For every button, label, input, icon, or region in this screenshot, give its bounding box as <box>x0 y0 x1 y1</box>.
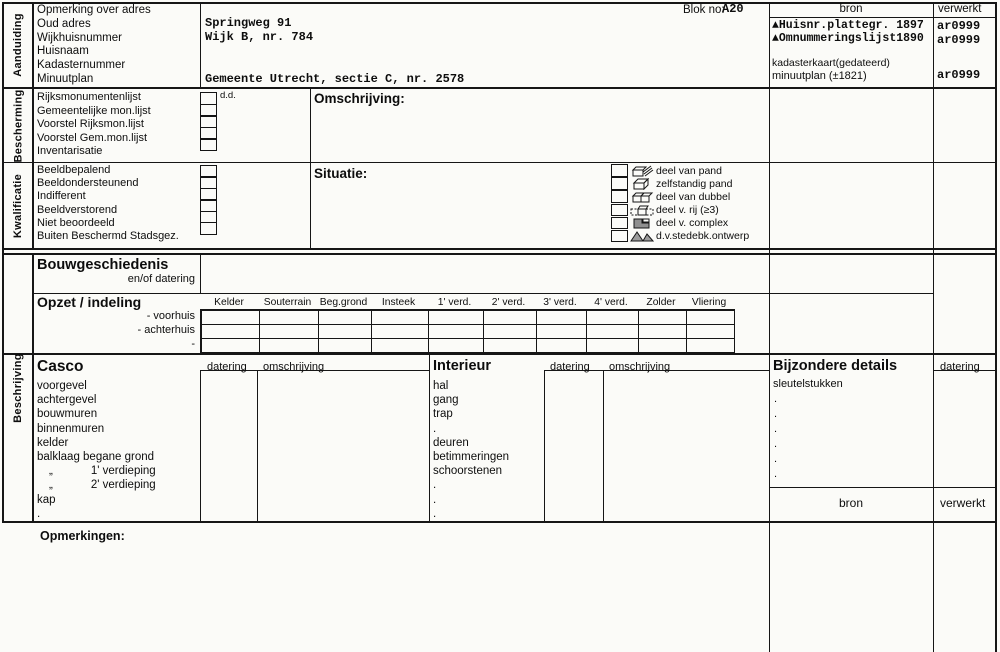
line-bron-column-left <box>769 2 770 652</box>
wijkhuisnummer-value: Wijk B, nr. 784 <box>205 30 314 44</box>
dot-row: . <box>774 438 778 450</box>
bescherming-label: Bescherming <box>12 89 24 162</box>
bijzondere-dots <box>774 392 777 482</box>
list-item: Voorstel Gem.mon.lijst <box>37 131 148 144</box>
opzet-cell[interactable] <box>638 324 687 339</box>
section-label-bescherming <box>4 89 32 162</box>
line-interieur-left <box>429 353 430 523</box>
bijzondere-datering-header: datering <box>940 361 980 373</box>
opzet-cell[interactable] <box>259 310 319 325</box>
casco-item: bouwmuren <box>37 408 98 421</box>
interieur-omschrijving-header: omschrijving <box>609 361 671 373</box>
opzet-col-header: Vliering <box>691 297 727 308</box>
opzet-col-header: Souterrain <box>263 297 312 308</box>
opzet-cell[interactable] <box>201 338 260 353</box>
opzet-cell[interactable] <box>318 338 372 353</box>
opzet-cell[interactable] <box>259 324 319 339</box>
verwerkt-row: ar0999 <box>937 68 981 82</box>
casco-item: kap <box>37 493 56 506</box>
bijzondere-item: sleutelstukken <box>773 378 843 390</box>
casco-title: Casco <box>37 358 84 375</box>
opzet-cell[interactable] <box>686 310 735 325</box>
list-item: Inventarisatie <box>37 145 103 158</box>
kwalificatie-items <box>37 164 179 243</box>
interieur-item: trap <box>433 408 453 421</box>
line-interieur-omschrijving-left <box>603 370 604 523</box>
line-bouwgeschiedenis-right <box>200 253 201 293</box>
situatie-option-label: zelfstandig pand <box>656 177 733 190</box>
line-opzet-top <box>33 293 933 294</box>
line-sidebar-top <box>32 2 34 249</box>
casco-item: achtergevel <box>37 394 97 407</box>
casco-omschrijving-header: omschrijving <box>263 361 325 373</box>
section-label-aanduiding <box>4 2 32 87</box>
line-sidebar-bottom <box>32 253 34 523</box>
omschrijving-title: Omschrijving: <box>314 91 405 106</box>
opzet-col-header: Kelder <box>214 297 244 308</box>
situatie-option-label: deel van dubbel <box>656 190 731 203</box>
opzet-col-header: 2' verd. <box>491 297 526 308</box>
verwerkt-row: ar0999 <box>937 33 981 47</box>
line-interieur-datering-left <box>544 370 545 523</box>
line-casco-top <box>2 353 996 355</box>
interieur-items <box>433 379 509 521</box>
situatie-option-label: deel v. complex <box>656 216 729 229</box>
casco-items <box>37 379 156 521</box>
opzet-cell[interactable] <box>318 324 372 339</box>
list-item: Gemeentelijke mon.lijst <box>37 104 151 117</box>
casco-item-ditto-row <box>37 464 156 478</box>
opzet-cell[interactable] <box>686 324 735 339</box>
interieur-datering-header: datering <box>550 361 590 373</box>
opzet-grid <box>200 309 735 353</box>
blok-no-value: A20 <box>722 2 744 16</box>
list-item: Indifferent <box>37 190 86 203</box>
line-casco-omschrijving-left <box>257 370 258 523</box>
opzet-row-label: - achterhuis <box>137 324 195 336</box>
bouwgeschiedenis-subtitle: en/of datering <box>127 273 195 285</box>
list-item: Buiten Beschermd Stadsgez. <box>37 230 179 243</box>
checkbox[interactable] <box>611 164 628 177</box>
interieur-item: . <box>433 493 437 506</box>
verwerkt-column-header: verwerkt <box>938 3 982 15</box>
checkbox[interactable] <box>611 177 628 190</box>
zelfstandig-pand-icon <box>628 178 656 190</box>
interieur-item: betimmeringen <box>433 451 510 464</box>
opzet-cell[interactable] <box>201 310 260 325</box>
line-bron-band-top <box>769 487 996 488</box>
ditto-mark: „ <box>49 479 53 492</box>
kwalificatie-checkboxes <box>200 165 217 235</box>
opzet-row-label: - <box>191 338 195 350</box>
opzet-cell[interactable] <box>586 310 639 325</box>
opzet-cell[interactable] <box>536 310 587 325</box>
opzet-cell[interactable] <box>259 338 319 353</box>
line-field-values <box>200 2 201 87</box>
opzet-row-labels <box>37 309 195 351</box>
casco-item: . <box>37 507 41 520</box>
interieur-item: . <box>433 479 437 492</box>
opzet-cell[interactable] <box>483 310 537 325</box>
casco-item: balklaag begane grond <box>37 451 155 464</box>
opzet-cell[interactable] <box>371 310 429 325</box>
opzet-cell[interactable] <box>536 324 587 339</box>
list-item: Niet beoordeeld <box>37 216 115 229</box>
casco-item-ditto-row <box>37 478 156 492</box>
situatie-option <box>611 203 749 216</box>
line-aanduiding-bottom <box>2 87 996 89</box>
double-rule-a <box>2 248 996 250</box>
opzet-cell[interactable] <box>371 338 429 353</box>
bron-row: ▲Huisnr.plattegr. 1897 <box>772 19 924 32</box>
opzet-cell[interactable] <box>428 310 484 325</box>
list-item: Beeldbepalend <box>37 164 111 176</box>
bron-column-header: bron <box>839 3 863 15</box>
opmerkingen-title: Opmerkingen: <box>40 529 125 543</box>
checkbox[interactable] <box>200 138 217 151</box>
casco-datering-header: datering <box>207 361 247 373</box>
list-item: Beeldverstorend <box>37 203 118 216</box>
line-opmerkingen-top <box>2 521 996 523</box>
opzet-cell[interactable] <box>483 338 537 353</box>
opzet-cell[interactable] <box>201 324 260 339</box>
opzet-cell[interactable] <box>318 310 372 325</box>
situatie-options <box>611 164 749 243</box>
situatie-option <box>611 190 749 203</box>
opzet-cell[interactable] <box>586 338 639 353</box>
field-label: Kadasternummer <box>37 59 126 72</box>
opzet-title: Opzet / indeling <box>37 294 142 310</box>
checkbox[interactable] <box>611 204 628 217</box>
aanduiding-field-labels <box>37 4 151 87</box>
checkbox[interactable] <box>611 230 628 243</box>
opzet-cell[interactable] <box>371 324 429 339</box>
border-right <box>995 2 997 652</box>
oud-adres-value: Springweg 91 <box>205 16 292 30</box>
opzet-col-header: 1' verd. <box>437 297 472 308</box>
opzet-cell[interactable] <box>638 310 687 325</box>
opzet-col-header: Beg.grond <box>319 297 368 308</box>
opzet-row-label: - voorhuis <box>146 310 195 322</box>
casco-item: binnenmuren <box>37 422 105 435</box>
section-label-beschrijving <box>4 255 32 521</box>
minuutplan-value: Gemeente Utrecht, sectie C, nr. 2578 <box>205 72 465 86</box>
situatie-option <box>611 229 749 242</box>
opzet-cell[interactable] <box>536 338 587 353</box>
opzet-col-header: 3' verd. <box>543 297 577 308</box>
casco-item: kelder <box>37 436 69 449</box>
opzet-cell[interactable] <box>586 324 639 339</box>
aanduiding-label: Aanduiding <box>12 12 24 77</box>
situatie-option <box>611 216 749 229</box>
opzet-cell[interactable] <box>686 338 735 353</box>
opzet-column-headers <box>200 297 733 308</box>
interieur-item: deuren <box>433 436 469 449</box>
deel-van-rij-icon <box>628 204 656 216</box>
dot-row: . <box>774 408 778 420</box>
checkbox[interactable] <box>611 190 628 203</box>
bouwgeschiedenis-title: Bouwgeschiedenis <box>37 257 169 273</box>
field-label: Opmerking over adres <box>37 4 151 16</box>
blok-no-label: Blok no: <box>683 4 725 16</box>
bescherming-checkboxes <box>200 92 217 151</box>
bescherming-items <box>37 91 151 159</box>
opzet-cell[interactable] <box>638 338 687 353</box>
situatie-option <box>611 177 749 190</box>
opzet-cell[interactable] <box>428 324 484 339</box>
field-label: Huisnaam <box>37 45 89 58</box>
beschrijving-label: Beschrijving <box>12 353 24 423</box>
dot-row: . <box>774 468 778 480</box>
casco-item: 1' verdieping <box>90 465 156 478</box>
situatie-option <box>611 164 749 177</box>
bron-row: kadasterkaart(gedateerd) <box>772 57 890 69</box>
line-bescherming-bottom <box>2 162 996 163</box>
line-dd-column-right <box>310 88 311 249</box>
interieur-item: hal <box>433 380 449 392</box>
deel-van-pand-icon <box>628 165 656 177</box>
situatie-option-label: deel van pand <box>656 164 722 177</box>
casco-item: voorgevel <box>37 380 87 392</box>
interieur-item: gang <box>433 394 459 407</box>
dot-row: . <box>774 423 778 435</box>
bijzondere-details-title: Bijzondere details <box>773 358 898 374</box>
interieur-item: . <box>433 422 437 435</box>
opzet-col-header: Insteek <box>381 297 416 308</box>
field-label: Oud adres <box>37 17 91 30</box>
field-label: Wijkhuisnummer <box>37 31 122 44</box>
situatie-option-label: d.v.stedebk.ontwerp <box>656 230 750 243</box>
section-label-kwalificatie <box>4 163 32 248</box>
bron-row: minuutplan (±1821) <box>772 70 867 82</box>
list-item: Voorstel Rijksmon.lijst <box>37 118 144 131</box>
bijzondere-bron-header: bron <box>838 496 864 510</box>
double-rule-b <box>2 253 996 255</box>
bijzondere-verwerkt-header: verwerkt <box>940 496 986 510</box>
ditto-mark: „ <box>49 465 53 478</box>
opzet-col-header: Zolder <box>646 297 676 308</box>
line-casco-datering-left <box>200 370 201 523</box>
opzet-col-header: 4' verd. <box>594 297 628 308</box>
list-item: Rijksmonumentenlijst <box>37 91 141 103</box>
interieur-item: . <box>433 507 437 520</box>
kwalificatie-label: Kwalificatie <box>12 173 24 238</box>
field-label: Minuutplan <box>37 72 94 85</box>
dd-label: d.d. <box>220 90 236 101</box>
deel-van-complex-icon <box>628 217 656 229</box>
opzet-cell[interactable] <box>483 324 537 339</box>
interieur-title: Interieur <box>433 358 492 374</box>
bron-row: ▲Omnummeringslijst1890 <box>772 32 924 45</box>
casco-item: 2' verdieping <box>90 479 156 492</box>
checkbox[interactable] <box>611 217 628 230</box>
checkbox[interactable] <box>200 222 217 235</box>
situatie-title: Situatie: <box>314 166 368 181</box>
interieur-item: schoorstenen <box>433 465 503 478</box>
situatie-option-label: deel v. rij (≥3) <box>656 203 719 216</box>
verwerkt-row: ar0999 <box>937 19 981 33</box>
stedebouwkundig-ontwerp-icon <box>628 230 656 242</box>
dot-row: . <box>774 393 778 405</box>
line-verwerkt-column-left <box>933 2 934 652</box>
opzet-cell[interactable] <box>428 338 484 353</box>
list-item: Beeldondersteunend <box>37 177 139 190</box>
dot-row: . <box>774 453 778 465</box>
line-under-bron-header <box>769 17 996 18</box>
deel-van-dubbel-icon <box>628 191 656 203</box>
